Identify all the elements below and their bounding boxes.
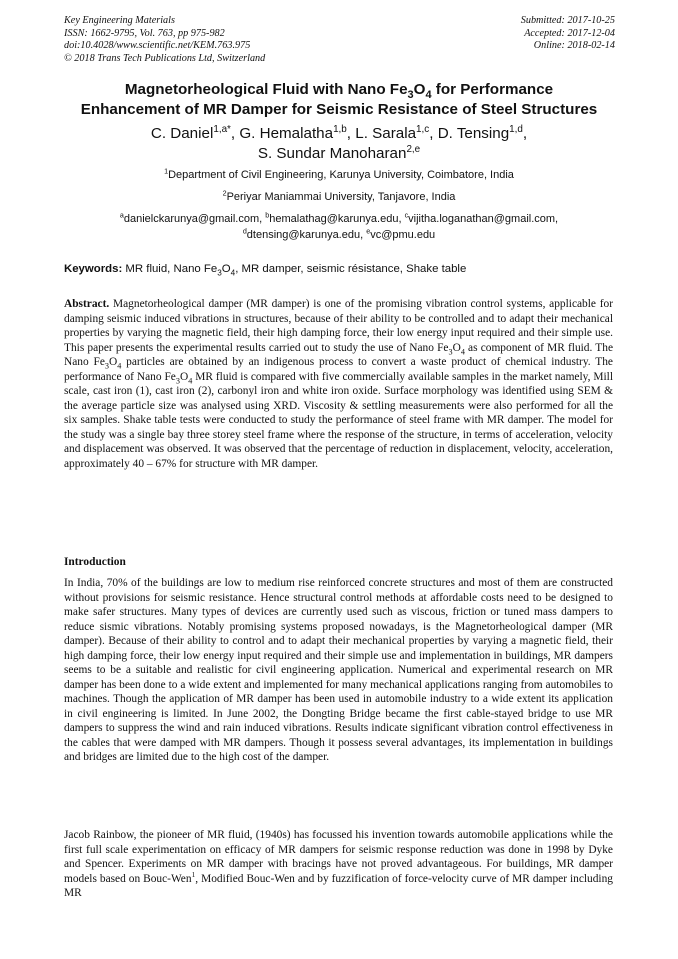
abstract-text: O (179, 370, 189, 383)
email-address: dtensing@karunya.edu, (246, 229, 367, 241)
keywords-label: Keywords: (64, 263, 123, 275)
keywords-text: MR fluid, Nano Fe (122, 263, 218, 275)
affiliation-marker: 1 (164, 167, 169, 176)
keywords-text: , MR damper, seismic résistance, Shake table (235, 263, 467, 275)
emails-line-2 (40, 228, 638, 243)
title-subscript: 4 (425, 89, 432, 102)
keywords (64, 262, 624, 277)
author-name: D. Tensing (437, 125, 510, 142)
author-separator: , (346, 125, 356, 142)
affiliations (40, 168, 638, 244)
affiliation-1 (40, 168, 638, 183)
affiliation-text: Periyar Maniammai University, Tanjavore, India (226, 191, 456, 203)
author-affil-marker: 1,c (416, 123, 430, 135)
email-address: hemalathag@karunya.edu, (269, 213, 405, 225)
author-affil-marker: 1,a* (213, 123, 231, 135)
email-address: vc@pmu.edu (370, 229, 436, 241)
abstract-text: particles are obtained by an indigenous process to convert a waste product of chemical industry. The performance of Nano Fe (64, 356, 613, 383)
abstract-label: Abstract. (64, 298, 110, 310)
author-name: G. Hemalatha (239, 125, 334, 142)
abstract-text: O (452, 341, 461, 354)
abstract-subscript: 4 (117, 361, 122, 371)
paragraph-text: , Modified Bouc-Wen and by fuzzification of force-velocity curve of MR damper including MR (64, 872, 613, 899)
title-text: for Performance (431, 81, 554, 98)
abstract-text: as component of MR fluid. The Nano Fe (64, 341, 613, 368)
keywords-text: O (221, 263, 231, 275)
abstract (64, 297, 613, 471)
abstract-subscript: 4 (460, 346, 465, 356)
title-subscript: 3 (407, 89, 414, 102)
abstract-text: MR fluid is compared with five commercially available samples in the market namely, Mill scale, cast iron (1), cast iron (2), carbonyl iron and white iron oxide. Surface morphology was identified using SEM & the average particle size was analysed using XRD. Viscosity & settling measurements were also performed for all the six samples. Shake table tests were conducted to study the performance of steel frame with MR damper. The model for the study was a single bay three storey steel frame where the response of the structure, in terms of acceleration, velocity and displacement was observed. It was observed that the percentage of reduction in displacement, velocity, acceleration, approximately 40 – 67% for structure with MR damper. (64, 370, 613, 470)
abstract-subscript: 3 (175, 375, 180, 385)
authors-line-2 (40, 144, 638, 164)
submission-dates (521, 15, 615, 53)
title-line-2: Enhancement of MR Damper for Seismic Resistance of Steel Structures (80, 101, 598, 118)
introduction-paragraph-1: In India, 70% of the buildings are low to medium rise reinforced concrete structures and most of them are constructed without provisions for seismic resistance. Hence structural control methods at affordable costs need to be designed to make safer structures. Many types of devices are currently used such as viscous, friction or tuned mass dampers to reduce sismic vibrations. Notably promising systems proposed nowadays, is the Magnetorheological damper (MR damper). Because of their ability to control and to adapt their mechanical properties by varying a magnetic field, their high damping force, their low energy input required and their simple use and implementation in buildings, MR dampers seems to be a suitable and realistic for civil engineering application. Numerical and experimental research on MR damper has been done to a wide extent and implemented for many mechanical applications ranging from automobiles to machines. Though the application of MR damper has been used in automobile industry to a wide extent its application in civil engineering is limited. In June 2002, the Dongting Bridge became the first cable-stayed bridge to use MR dampers to suppress the wind and rain induced vibrations. Results indicate significant vibration control effectiveness in the cables that were damped with MR dampers. Though it possess several advantages, its implementation in buildings and bridges are limited due to the high cost of the damper. (64, 577, 613, 763)
abstract-subscript: 3 (104, 361, 109, 371)
emails-line-1 (40, 212, 638, 227)
author-affil-marker: 1,b (333, 123, 347, 135)
introduction-paragraph-2 (64, 828, 613, 901)
email-marker: b (265, 211, 270, 220)
paragraph-text: Jacob Rainbow, the pioneer of MR fluid, (1940s) has focussed his invention towards automobile applications while the first full scale experimentation on efficacy of MR dampers for seismic response reduction was done in 1998 by Dyke and Spencer. Experiments on MR damper with bracings have not proved advantageous. For buildings, MR damper models based on Bouc-Wen (64, 829, 613, 885)
author-name: C. Daniel (150, 125, 214, 142)
journal-name: Key Engineering Materials (64, 15, 175, 26)
journal-info (64, 15, 265, 65)
affiliation-text: Department of Civil Engineering, Karunya University, Coimbatore, India (168, 169, 514, 181)
abstract-text: O (109, 356, 118, 368)
doi-line: doi:10.4028/www.scientific.net/KEM.763.975 (64, 40, 251, 52)
abstract-text: Magnetorheological damper (MR damper) is one of the promising vibration control systems, applicable for damping seismic induced vibrations in structures, because of their ability to be controlled and to adapt their mechanical properties by varying the magnetic field, their high damping force, their low energy input required and their simple use. This paper presents the experimental results carried out to study the use of Nano Fe (64, 298, 613, 354)
copyright-line: © 2018 Trans Tech Publications Ltd, Switzerland (64, 52, 266, 64)
submitted-date: Submitted: 2017-10-25 (520, 15, 615, 26)
abstract-subscript: 4 (188, 375, 193, 385)
author-name: L. Sarala (355, 125, 417, 142)
accepted-date: Accepted: 2017-12-04 (524, 27, 615, 39)
email-address: vijitha.loganathan@gmail.com, (408, 213, 559, 225)
abstract-subscript: 3 (448, 346, 453, 356)
author-separator: , (522, 125, 528, 142)
author-affil-marker: 2,e (406, 143, 421, 155)
paper-title (40, 80, 638, 120)
authors-line-1 (40, 124, 638, 144)
author-separator: , (429, 125, 438, 142)
issn-line: ISSN: 1662-9795, Vol. 763, pp 975-982 (64, 27, 225, 39)
introduction-heading: Introduction (64, 556, 126, 568)
author-list (40, 124, 638, 164)
citation-marker: 1 (191, 869, 196, 879)
author-name: S. Sundar Manoharan (257, 145, 407, 162)
online-date: Online: 2018-02-14 (533, 40, 615, 52)
title-text: O (413, 81, 426, 98)
title-line-1 (40, 80, 638, 100)
affiliation-marker: 2 (222, 189, 227, 198)
email-marker: e (366, 227, 371, 236)
affiliation-2 (40, 190, 638, 205)
keywords-subscript: 4 (230, 268, 236, 278)
author-affil-marker: 1,d (509, 123, 523, 135)
keywords-subscript: 3 (217, 268, 222, 278)
email-address: danielckarunya@gmail.com, (123, 213, 266, 225)
email-marker: c (404, 211, 409, 220)
title-text: Magnetorheological Fluid with Nano Fe (124, 81, 408, 98)
email-marker: d (242, 227, 247, 236)
author-separator: , (230, 125, 240, 142)
email-marker: a (119, 211, 124, 220)
